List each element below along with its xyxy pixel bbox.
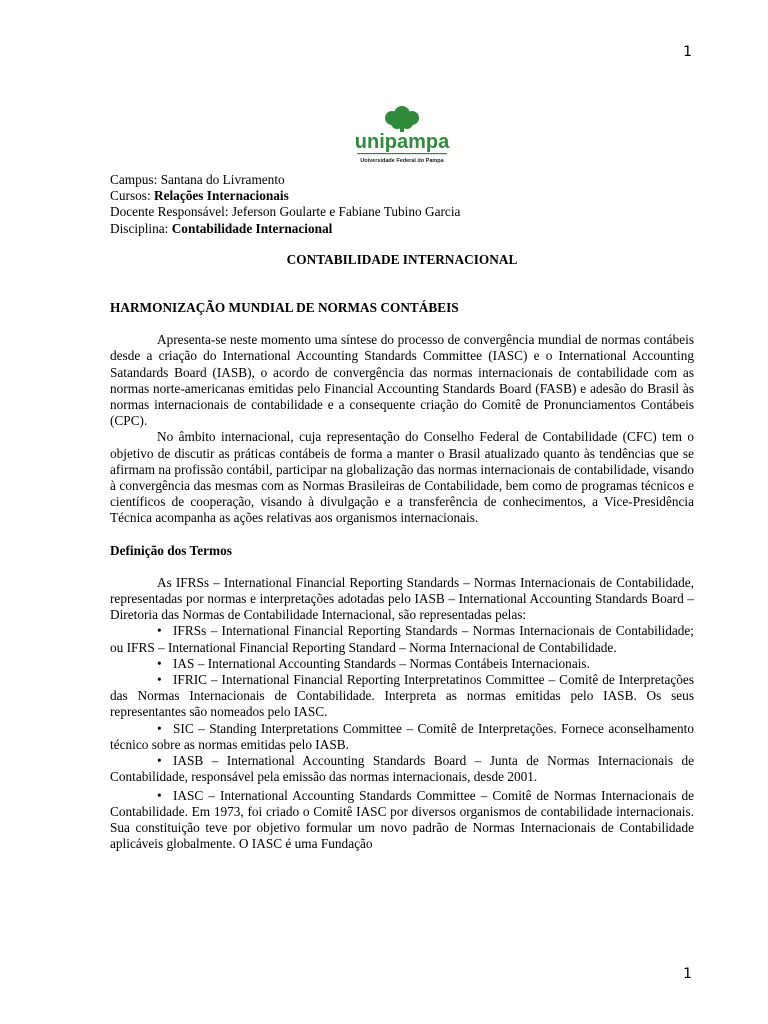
page-number-top: 1 bbox=[683, 44, 692, 60]
definitions-title: Definição dos Termos bbox=[110, 542, 232, 558]
list-item: • IAS – International Accounting Standards – Normas Contábeis Internacionais. bbox=[157, 655, 590, 671]
list-item: • SIC – Standing Interpretations Committee – Comitê de Interpretações. Fornece aconselhamento técnico sobre as normas emitidas pelo IASB. bbox=[110, 720, 694, 752]
document-body bbox=[110, 172, 694, 852]
docente-line: Docente Responsável: Jeferson Goularte e Fabiane Tubino Garcia bbox=[110, 204, 461, 220]
logo-wordmark: unipampa bbox=[354, 131, 450, 153]
list-item: • IFRIC – International Financial Reporting Interpretatinos Committee – Comitê de Interpretações das Normas Internacionais de Contabilidade. Interpreta as normas emitidas pelo IASB. Os seus representantes são nomeados pelo IASC. bbox=[110, 672, 694, 720]
paragraph-2: No âmbito internacional, cuja representação do Conselho Federal de Contabilidade (CFC) tem o objetivo de discutir as práticas contábeis de forma a manter o Brasil atualizado quanto às tendências que se afirmam na profissão contábil, participar na globalização das normas internacionais de contabilidade, visando à convergência das mesmas com as Normas Brasileiras de Contabilidade, bem como de programas técnicos e científicos de cooperação, visando à divulgação e a transferência de conhecimentos, a Vice-Presidência Técnica acompanha as ações relativas aos organismos internacionais. bbox=[110, 429, 694, 526]
list-item: • IASC – International Accounting Standards Committee – Comitê de Normas Internacionais de Contabilidade. Em 1973, foi criado o Comitê IASC por diversos organismos de contabilidade internacionais. Sua constituição teve por objetivo formular um novo padrão de Normas Internacionais de Contabilidade aplicáveis globalmente. O IASC é uma Fundação bbox=[110, 787, 694, 852]
cursos-line: Cursos: Relações Internacionais bbox=[110, 188, 289, 204]
document-title: CONTABILIDADE INTERNACIONAL bbox=[286, 251, 518, 267]
page-number-bottom: 1 bbox=[683, 966, 692, 982]
campus-line: Campus: Santana do Livramento bbox=[110, 172, 285, 187]
section-title: HARMONIZAÇÃO MUNDIAL DE NORMAS CONTÁBEIS bbox=[110, 300, 459, 316]
paragraph-1: Apresenta-se neste momento uma síntese do processo de convergência mundial de normas contábeis desde a criação do International Accounting Standards Committee (IASC) e o International Accounting Satandards Board (IASB), o acordo de convergência das normas internacionais de contabilidade com as normas norte-americanas emitidas pelo Financial Accounting Standards Board (FASB) e adesão do Brasil às normas internacionais de contabilidade e a consequente criação do Comitê de Pronunciamentos Contábeis (CPC). bbox=[110, 332, 694, 429]
logo-subtitle: Universidade Federal do Pampa bbox=[360, 158, 444, 164]
disciplina-line: Disciplina: Contabilidade Internacional bbox=[110, 220, 333, 236]
unipampa-logo bbox=[347, 104, 457, 174]
definitions-intro: As IFRSs – International Financial Reporting Standards – Normas Internacionais de Contabilidade, representadas por normas e interpretações adotadas pelo IASB – International Accounting Standards Board – Diretoria das Normas de Contabilidade Internacional, são representadas pelas: bbox=[110, 574, 694, 623]
list-item: • IFRSs – International Financial Reporting Standards – Normas Internacionais de Contabilidade; ou IFRS – International Financial Reporting Standard – Norma Internacional de Contabilidade. bbox=[110, 623, 694, 655]
list-item: • IASB – International Accounting Standards Board – Junta de Normas Internacionais de Contabilidade, responsável pela emissão das normas internacionais, desde 2001. bbox=[110, 753, 694, 785]
